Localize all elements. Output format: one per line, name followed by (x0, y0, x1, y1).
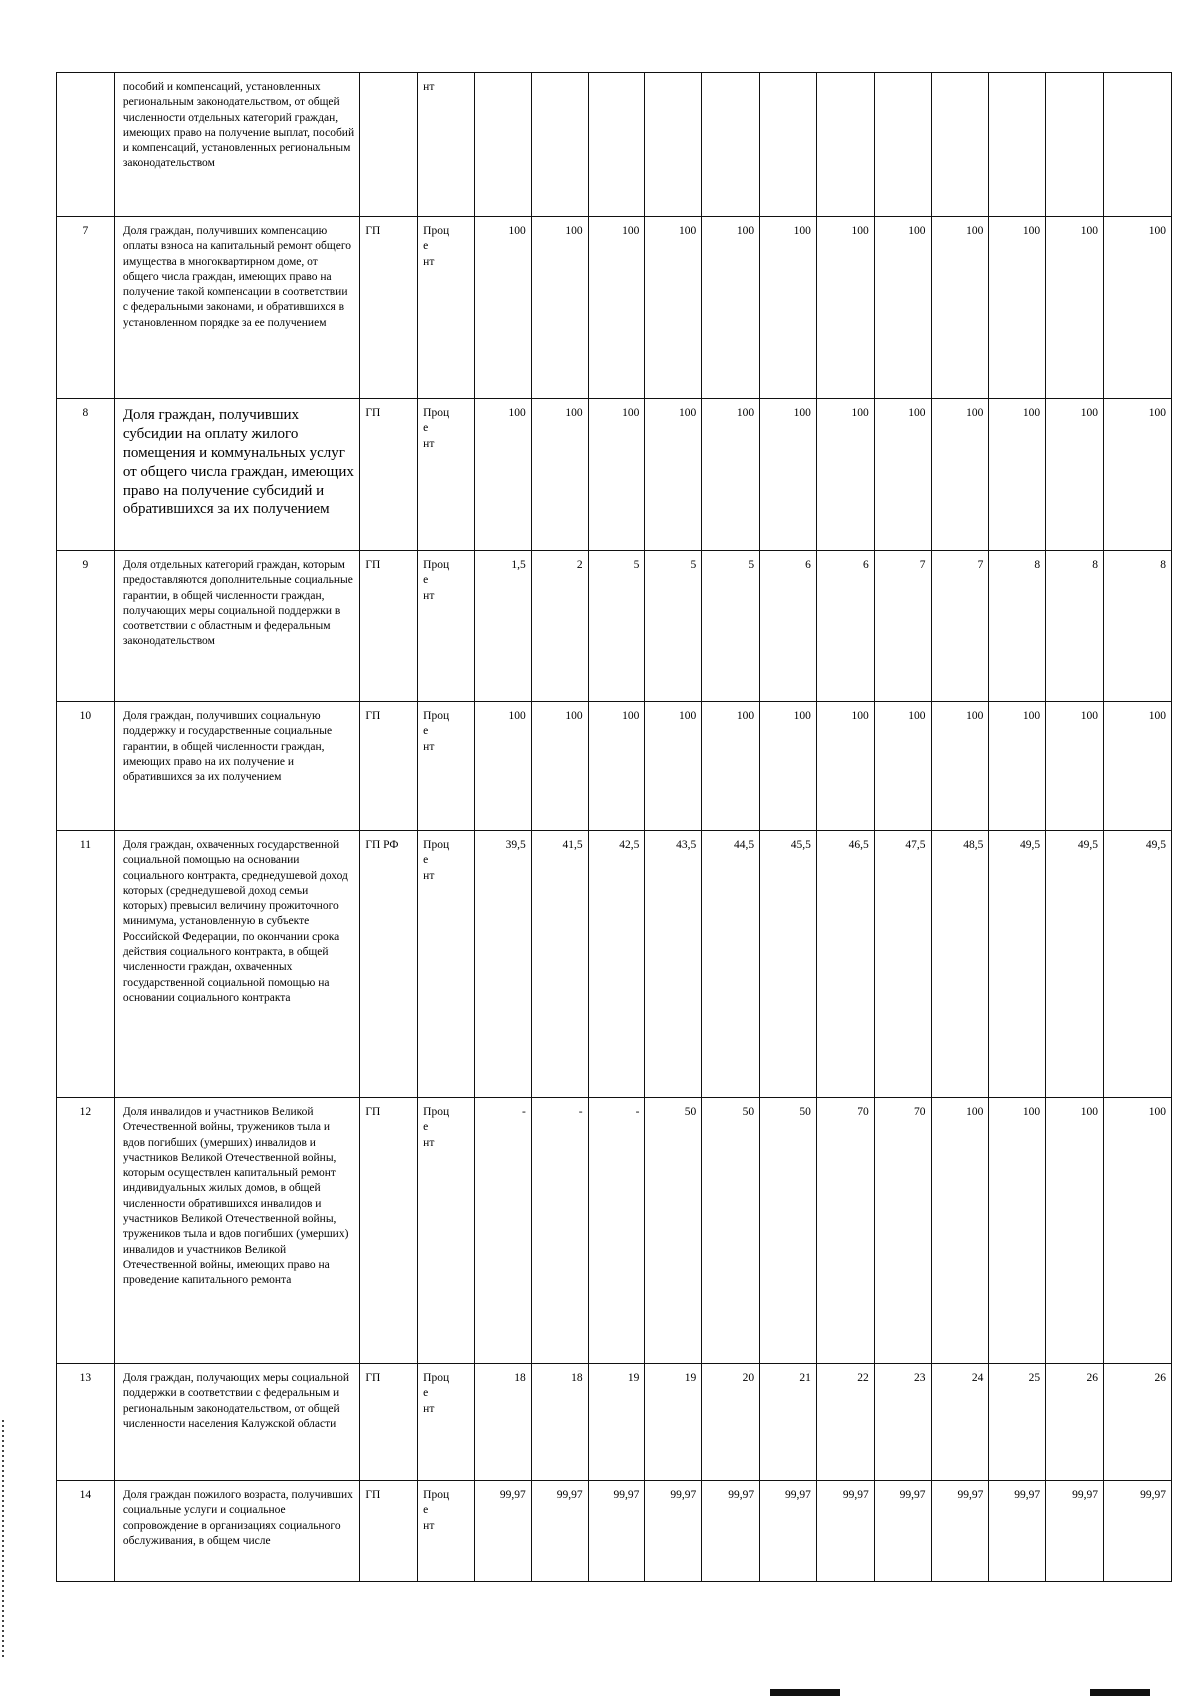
indicator-source: ГП (360, 217, 418, 399)
indicator-value: 100 (588, 399, 645, 551)
indicator-value: 100 (1046, 399, 1104, 551)
indicator-value: 100 (989, 399, 1046, 551)
row-number: 13 (57, 1364, 115, 1481)
indicator-value: 100 (702, 702, 760, 831)
row-number: 8 (57, 399, 115, 551)
table-row (57, 1481, 1172, 1582)
indicator-value: 100 (760, 702, 817, 831)
indicator-source: ГП (360, 1098, 418, 1364)
indicator-value: 7 (874, 551, 931, 702)
indicator-value: - (588, 1098, 645, 1364)
unit-label: Проце нт (423, 1372, 450, 1415)
indicator-value: 100 (874, 399, 931, 551)
indicator-value: 46,5 (816, 831, 874, 1098)
indicator-value: 100 (474, 217, 531, 399)
indicator-value (1046, 73, 1104, 217)
indicator-value: 20 (702, 1364, 760, 1481)
indicator-unit (418, 702, 475, 831)
unit-label: нт (423, 81, 435, 93)
indicator-value: 100 (645, 399, 702, 551)
indicator-value (931, 73, 989, 217)
table-row (57, 1098, 1172, 1364)
indicator-value: 99,97 (588, 1481, 645, 1582)
indicator-value: 100 (760, 399, 817, 551)
indicator-value: 100 (989, 702, 1046, 831)
row-number: 9 (57, 551, 115, 702)
indicator-value: 100 (588, 217, 645, 399)
indicator-value: 22 (816, 1364, 874, 1481)
indicator-value: 49,5 (989, 831, 1046, 1098)
indicator-name: Доля граждан, охваченных государственной социальной помощью на основании социального контракта, среднедушевой доход которых (среднедушевой доход семьи которых) превысил величину прожиточного минимума, установленную в субъекте Российской Федерации, по окончании срока действия социального контракта, в общей численности граждан, охваченных государственной социальной помощью на основании социального контракта (114, 831, 360, 1098)
indicator-value: 100 (531, 702, 588, 831)
indicator-value (1103, 73, 1171, 217)
indicator-value: 100 (531, 217, 588, 399)
table-row (57, 73, 1172, 217)
indicator-value (989, 73, 1046, 217)
indicator-value: 25 (989, 1364, 1046, 1481)
indicator-value: 26 (1046, 1364, 1104, 1481)
row-number: 10 (57, 702, 115, 831)
indicator-value: 49,5 (1103, 831, 1171, 1098)
indicator-value (645, 73, 702, 217)
indicator-name: Доля граждан, получивших социальную поддержку и государственные социальные гарантии, в общей численности граждан, имеющих право на их получение и обратившихся за их получением (114, 702, 360, 831)
indicator-value: 100 (645, 217, 702, 399)
indicator-source: ГП (360, 399, 418, 551)
indicator-name: Доля отдельных категорий граждан, которым предоставляются дополнительные социальные гарантии, в общей численности граждан, получающих меры социальной поддержки в соответствии с областным и федеральным законодательством (114, 551, 360, 702)
indicators-table-body (57, 73, 1172, 1582)
indicator-value: 44,5 (702, 831, 760, 1098)
scan-margin-mark (2, 1420, 4, 1660)
indicator-value: 8 (1046, 551, 1104, 702)
indicator-value: 99,97 (989, 1481, 1046, 1582)
indicator-value (874, 73, 931, 217)
indicator-value: 18 (474, 1364, 531, 1481)
indicator-value: 70 (816, 1098, 874, 1364)
indicator-name: Доля инвалидов и участников Великой Отечественной войны, тружеников тыла и вдов погибших (умерших) инвалидов и участников Великой Отечественной войны, которым осуществлен капитальный ремонт индивидуальных жилых домов, в общей численности обратившихся инвалидов и участников Великой Отечественной войны, тружеников тыла и вдов погибших (умерших) инвалидов и участников Великой Отечественной войны, имеющих право на проведение капитального ремонта (114, 1098, 360, 1364)
table-row (57, 831, 1172, 1098)
indicator-value: 100 (588, 702, 645, 831)
indicator-value: 99,97 (874, 1481, 931, 1582)
indicator-name: Доля граждан, получивших компенсацию оплаты взноса на капитальный ремонт общего имущества в многоквартирном доме, от общего числа граждан, имеющих право на получение такой компенсации в соответствии с федеральными законами, и обратившихся в установленном порядке за ее получением (114, 217, 360, 399)
indicator-value (760, 73, 817, 217)
indicator-value: 6 (760, 551, 817, 702)
indicator-value: 100 (874, 217, 931, 399)
indicator-value: - (474, 1098, 531, 1364)
row-number (57, 73, 115, 217)
indicator-value: 100 (931, 1098, 989, 1364)
indicator-value: 100 (1046, 702, 1104, 831)
indicator-name: пособий и компенсаций, установленных региональным законодательством, от общей численности отдельных категорий граждан, имеющих право на получение выплат, пособий и компенсаций, установленных региональным законодательством (114, 73, 360, 217)
indicator-value: 100 (531, 399, 588, 551)
indicator-value: 7 (931, 551, 989, 702)
indicator-name: Доля граждан пожилого возраста, получивших социальные услуги и социальное сопровождение в организациях социального обслуживания, в общем числе (114, 1481, 360, 1582)
indicator-value: 100 (816, 399, 874, 551)
indicator-value: 100 (989, 217, 1046, 399)
indicator-value: 41,5 (531, 831, 588, 1098)
indicator-value: 99,97 (1046, 1481, 1104, 1582)
indicator-value: 99,97 (931, 1481, 989, 1582)
unit-label: Проце нт (423, 1106, 450, 1149)
indicator-value: 49,5 (1046, 831, 1104, 1098)
table-row (57, 551, 1172, 702)
indicator-value: 2 (531, 551, 588, 702)
indicator-value: 43,5 (645, 831, 702, 1098)
table-row (57, 702, 1172, 831)
row-number: 11 (57, 831, 115, 1098)
indicators-table (56, 72, 1172, 1582)
indicator-value: 99,97 (702, 1481, 760, 1582)
indicator-value: 100 (645, 702, 702, 831)
indicator-value: 99,97 (531, 1481, 588, 1582)
row-number: 7 (57, 217, 115, 399)
indicator-source: ГП (360, 1364, 418, 1481)
indicator-value: 100 (474, 702, 531, 831)
indicator-value: 6 (816, 551, 874, 702)
indicator-unit (418, 73, 475, 217)
indicator-value: 21 (760, 1364, 817, 1481)
indicator-name: Доля граждан, получивших субсидии на оплату жилого помещения и коммунальных услуг от общего числа граждан, имеющих право на получение субсидий и обратившихся за их получением (114, 399, 360, 551)
indicator-value: 99,97 (760, 1481, 817, 1582)
indicator-value: 18 (531, 1364, 588, 1481)
indicator-value: 45,5 (760, 831, 817, 1098)
indicator-value: 23 (874, 1364, 931, 1481)
indicator-unit (418, 217, 475, 399)
indicator-unit (418, 1098, 475, 1364)
unit-label: Проце нт (423, 1489, 450, 1532)
indicator-value: 19 (588, 1364, 645, 1481)
unit-label: Проце нт (423, 407, 450, 450)
unit-label: Проце нт (423, 839, 450, 882)
indicator-value: 99,97 (816, 1481, 874, 1582)
indicator-value: 100 (816, 702, 874, 831)
indicator-unit (418, 1364, 475, 1481)
table-row (57, 217, 1172, 399)
indicator-value: 8 (989, 551, 1046, 702)
indicator-source: ГП (360, 1481, 418, 1582)
table-row (57, 399, 1172, 551)
unit-label: Проце нт (423, 225, 450, 268)
indicator-value (531, 73, 588, 217)
indicator-value: 100 (702, 399, 760, 551)
indicator-value: 70 (874, 1098, 931, 1364)
indicator-value: 100 (931, 399, 989, 551)
indicator-value: 100 (816, 217, 874, 399)
indicator-source (360, 73, 418, 217)
indicator-value: 48,5 (931, 831, 989, 1098)
indicator-value: 100 (760, 217, 817, 399)
indicator-name: Доля граждан, получающих меры социальной поддержки в соответствии с федеральным и региональным законодательством, от общей численности населения Калужской области (114, 1364, 360, 1481)
indicator-value: 99,97 (1103, 1481, 1171, 1582)
indicator-source: ГП (360, 551, 418, 702)
indicator-value: 50 (702, 1098, 760, 1364)
row-number: 12 (57, 1098, 115, 1364)
indicator-value: 50 (645, 1098, 702, 1364)
indicator-value (588, 73, 645, 217)
indicator-value: 100 (702, 217, 760, 399)
indicator-value: 26 (1103, 1364, 1171, 1481)
indicator-value: 100 (1046, 217, 1104, 399)
indicator-unit (418, 1481, 475, 1582)
indicator-value (816, 73, 874, 217)
indicator-unit (418, 399, 475, 551)
indicator-value: 100 (874, 702, 931, 831)
indicator-value: 5 (588, 551, 645, 702)
indicator-value: - (531, 1098, 588, 1364)
indicator-value: 100 (1103, 1098, 1171, 1364)
indicator-source: ГП (360, 702, 418, 831)
indicator-unit (418, 551, 475, 702)
indicator-value: 19 (645, 1364, 702, 1481)
indicator-value: 99,97 (645, 1481, 702, 1582)
indicator-value: 1,5 (474, 551, 531, 702)
indicator-value: 100 (931, 702, 989, 831)
indicator-value: 24 (931, 1364, 989, 1481)
indicator-value: 100 (1046, 1098, 1104, 1364)
indicator-value: 39,5 (474, 831, 531, 1098)
indicator-value: 100 (1103, 702, 1171, 831)
indicator-value: 99,97 (474, 1481, 531, 1582)
indicator-value: 47,5 (874, 831, 931, 1098)
unit-label: Проце нт (423, 559, 450, 602)
scan-footer-mark (770, 1689, 840, 1696)
indicator-value: 5 (702, 551, 760, 702)
indicator-value (474, 73, 531, 217)
indicator-source: ГП РФ (360, 831, 418, 1098)
row-number: 14 (57, 1481, 115, 1582)
indicator-unit (418, 831, 475, 1098)
indicator-value: 100 (989, 1098, 1046, 1364)
indicator-value: 50 (760, 1098, 817, 1364)
indicator-value: 100 (931, 217, 989, 399)
unit-label: Проце нт (423, 710, 450, 753)
indicator-value: 5 (645, 551, 702, 702)
indicator-value: 42,5 (588, 831, 645, 1098)
indicator-value (702, 73, 760, 217)
table-row (57, 1364, 1172, 1481)
indicator-value: 8 (1103, 551, 1171, 702)
scan-footer-mark (1090, 1689, 1150, 1696)
indicator-value: 100 (1103, 399, 1171, 551)
indicator-value: 100 (474, 399, 531, 551)
indicator-value: 100 (1103, 217, 1171, 399)
